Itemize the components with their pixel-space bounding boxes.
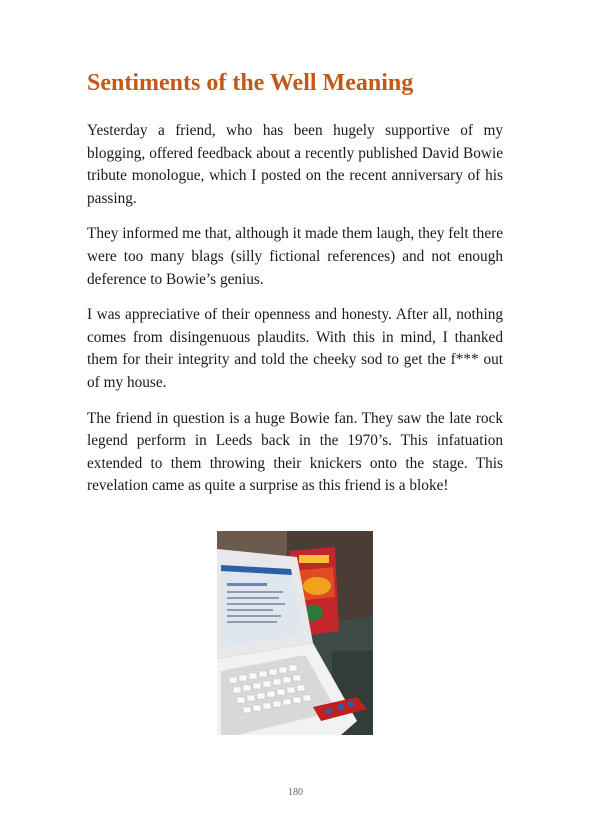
laptop-photo xyxy=(217,531,373,735)
page-number: 180 xyxy=(288,787,303,798)
page-title: Sentiments of the Well Meaning xyxy=(87,70,414,96)
paragraph-2: They informed me that, although it made them laugh, they felt there were too many blags (silly fictional references) and not enough deference to Bowie’s genius. xyxy=(87,225,503,288)
paragraph-3: I was appreciative of their openness and honesty. After all, nothing comes from disingenuous plaudits. With this in mind, I thanked them for their integrity and told the cheeky sod to get the f*** out of my house. xyxy=(87,306,503,391)
article-body xyxy=(87,120,503,511)
paragraph-1: Yesterday a friend, who has been hugely supportive of my blogging, offered feedback about a recently published David Bowie tribute monologue, which I posted on the recent anniversary of his passing. xyxy=(87,122,503,207)
paragraph-4: The friend in question is a huge Bowie fan. They saw the late rock legend perform in Leeds back in the 1970’s. This infatuation extended to them throwing their knickers onto the stage. This revelation came as quite a surprise as this friend is a bloke! xyxy=(87,409,503,495)
